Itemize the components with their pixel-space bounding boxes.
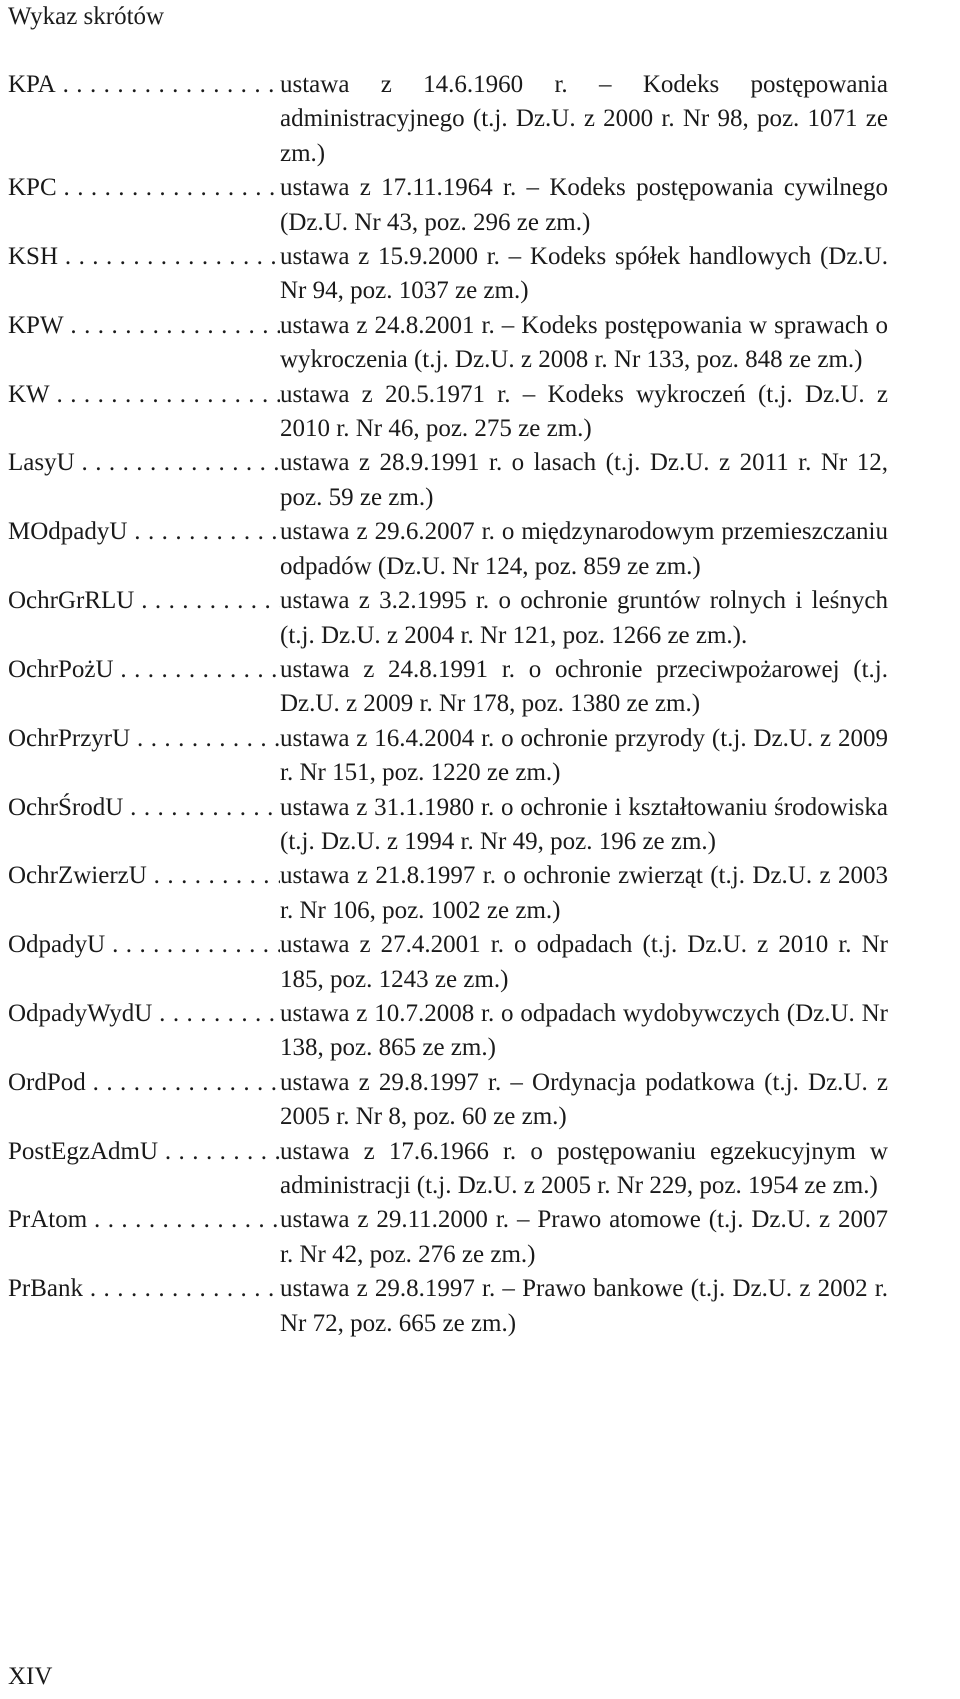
abbreviation-definition: ustawa z 17.6.1966 r. o postępowaniu egzekucyjnym w administracji (t.j. Dz.U. z 2005 r. Nr 229, poz. 1954 ze zm.) xyxy=(280,1137,888,1199)
abbreviation-definition: ustawa z 14.6.1960 r. – Kodeks postępowania administracyjnego (t.j. Dz.U. z 2000 r. Nr 98, poz. 1071 ze zm.) xyxy=(280,71,888,167)
list-item xyxy=(8,378,888,447)
abbreviation-list xyxy=(8,68,888,1341)
abbreviation-definition: ustawa z 21.8.1997 r. o ochronie zwierząt (t.j. Dz.U. z 2003 r. Nr 106, poz. 1002 ze zm.) xyxy=(280,862,888,924)
abbreviation-term: LasyU . . . xyxy=(8,446,280,480)
abbreviation-term: OchrŚrodU . . . xyxy=(8,791,280,825)
abbreviation-definition: ustawa z 24.8.2001 r. – Kodeks postępowania w sprawach o wykroczenia (t.j. Dz.U. z 2008 r. Nr 133, poz. 848 ze zm.) xyxy=(280,311,888,374)
abbreviation-term: KPA . . . xyxy=(8,68,280,102)
abbreviation-term: OchrPrzyrU . . . xyxy=(8,722,280,756)
list-item xyxy=(8,1135,888,1204)
list-item xyxy=(8,446,888,515)
abbreviation-definition: ustawa z 28.9.1991 r. o lasach (t.j. Dz.U. z 2011 r. Nr 12, poz. 59 ze zm.) xyxy=(280,449,888,511)
abbreviation-definition: ustawa z 17.11.1964 r. – Kodeks postępowania cywilnego (Dz.U. Nr 43, poz. 296 ze zm.) xyxy=(280,174,888,236)
abbreviation-definition: ustawa z 24.8.1991 r. o ochronie przeciwpożarowej (t.j. Dz.U. z 2009 r. Nr 178, poz. 1380 ze zm.) xyxy=(280,655,888,718)
abbreviation-definition: ustawa z 29.6.2007 r. o międzynarodowym przemieszczaniu odpadów (Dz.U. Nr 124, poz. 859 ze zm.) xyxy=(280,518,888,580)
abbreviation-term: OrdPod . . . xyxy=(8,1066,280,1100)
abbreviation-term: OchrGrRLU . . . xyxy=(8,584,280,618)
abbreviation-term: OchrZwierzU . . . xyxy=(8,859,280,893)
page-header: Wykaz skrótów xyxy=(8,3,165,30)
abbreviation-term: PostEgzAdmU . . . xyxy=(8,1135,280,1169)
list-item xyxy=(8,928,888,997)
abbreviation-term: KPC . . . xyxy=(8,171,280,205)
list-item xyxy=(8,1203,888,1272)
list-item xyxy=(8,722,888,791)
abbreviation-term: PrBank . . . xyxy=(8,1272,280,1306)
page-number: XIV xyxy=(8,1663,53,1690)
list-item xyxy=(8,997,888,1066)
abbreviation-term: PrAtom . . . xyxy=(8,1203,280,1237)
list-item xyxy=(8,1066,888,1135)
abbreviation-term: OchrPożU . . . xyxy=(8,653,280,687)
list-item xyxy=(8,859,888,928)
abbreviation-definition: ustawa z 10.7.2008 r. o odpadach wydobywczych (Dz.U. Nr 138, poz. 865 ze zm.) xyxy=(280,999,888,1062)
abbreviation-term: OdpadyWydU . . . xyxy=(8,997,280,1031)
abbreviation-term: KW . . . xyxy=(8,378,280,412)
abbreviation-definition: ustawa z 15.9.2000 r. – Kodeks spółek handlowych (Dz.U. Nr 94, poz. 1037 ze zm.) xyxy=(280,243,888,305)
list-item xyxy=(8,515,888,584)
abbreviation-term: OdpadyU . . . xyxy=(8,928,280,962)
list-item xyxy=(8,584,888,653)
abbreviation-definition: ustawa z 29.8.1997 r. – Prawo bankowe (t.j. Dz.U. z 2002 r. Nr 72, poz. 665 ze zm.) xyxy=(280,1275,888,1337)
list-item xyxy=(8,791,888,860)
abbreviation-term: KSH . . . xyxy=(8,240,280,274)
list-item xyxy=(8,653,888,722)
list-item xyxy=(8,240,888,309)
abbreviation-definition: ustawa z 16.4.2004 r. o ochronie przyrody (t.j. Dz.U. z 2009 r. Nr 151, poz. 1220 ze zm.) xyxy=(280,724,888,787)
abbreviation-definition: ustawa z 31.1.1980 r. o ochronie i kształtowaniu środowiska (t.j. Dz.U. z 1994 r. Nr 49, poz. 196 ze zm.) xyxy=(280,793,888,855)
abbreviation-term: MOdpadyU . . . xyxy=(8,515,280,549)
abbreviation-definition: ustawa z 3.2.1995 r. o ochronie gruntów rolnych i leśnych (t.j. Dz.U. z 2004 r. Nr 121, poz. 1266 ze zm.). xyxy=(280,587,888,649)
list-item xyxy=(8,309,888,378)
list-item xyxy=(8,68,888,171)
abbreviation-definition: ustawa z 29.8.1997 r. – Ordynacja podatkowa (t.j. Dz.U. z 2005 r. Nr 8, poz. 60 ze zm.) xyxy=(280,1068,888,1131)
abbreviation-definition: ustawa z 29.11.2000 r. – Prawo atomowe (t.j. Dz.U. z 2007 r. Nr 42, poz. 276 ze zm.) xyxy=(280,1206,888,1268)
abbreviation-term: KPW . . . xyxy=(8,309,280,343)
abbreviation-definition: ustawa z 27.4.2001 r. o odpadach (t.j. Dz.U. z 2010 r. Nr 185, poz. 1243 ze zm.) xyxy=(280,931,888,993)
list-item xyxy=(8,171,888,240)
abbreviation-definition: ustawa z 20.5.1971 r. – Kodeks wykroczeń (t.j. Dz.U. z 2010 r. Nr 46, poz. 275 ze zm.) xyxy=(280,380,888,443)
list-item xyxy=(8,1272,888,1341)
